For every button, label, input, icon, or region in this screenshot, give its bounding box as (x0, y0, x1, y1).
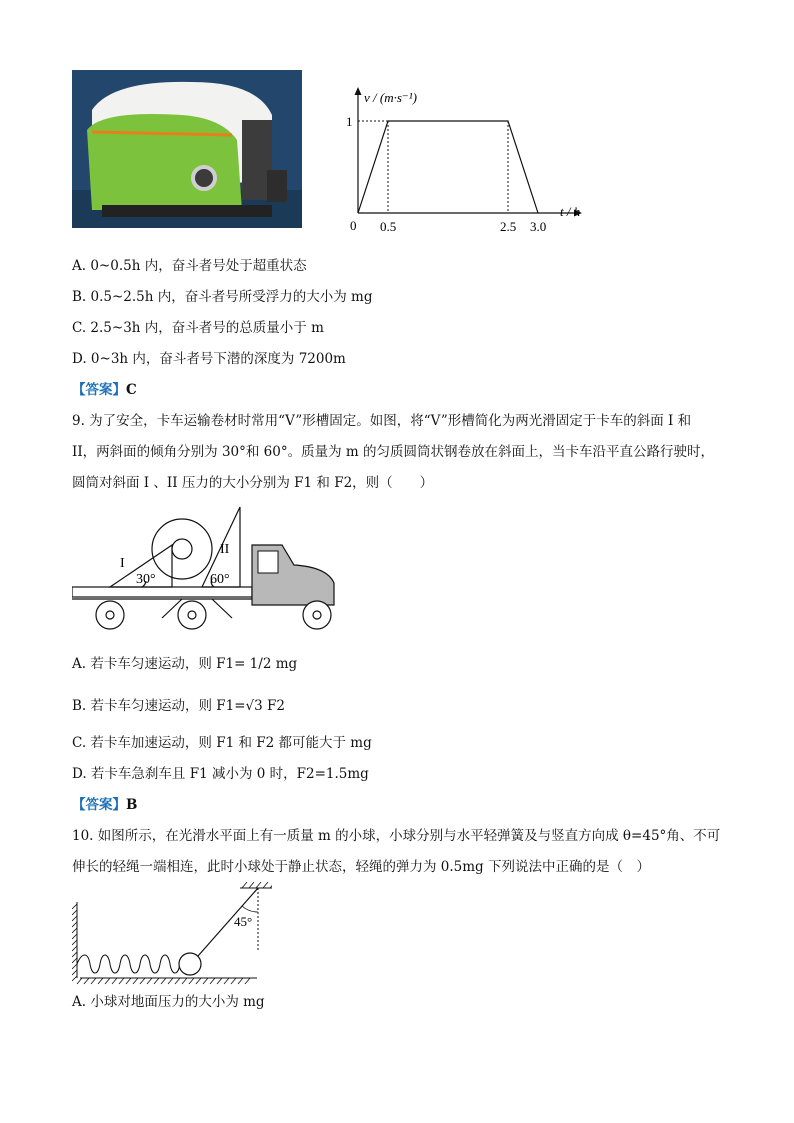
truck-figure (72, 505, 347, 635)
q8-option-a: A. 0~0.5h 内，奋斗者号处于超重状态 (72, 258, 307, 274)
floor-hatch (112, 978, 117, 984)
x-axis-label: t / h (560, 204, 581, 219)
wall-hatch (72, 916, 77, 921)
wall-hatch (72, 928, 77, 933)
answer-value: B (126, 797, 138, 813)
floor-hatch (161, 978, 166, 984)
spring-ball-figure (72, 882, 272, 987)
ceiling-hatch (249, 882, 254, 888)
floor-hatch (147, 978, 152, 984)
steel-coil-outer (152, 519, 212, 579)
wall-hatch (72, 904, 77, 909)
q9-stem-line-2: II，两斜面的倾角分别为 30°和 60°。质量为 m 的匀质圆筒状钢卷放在斜面上，当卡车沿平直公路行驶时， (72, 444, 714, 460)
wall-hatch (72, 922, 77, 927)
angle-30-label: 30° (136, 572, 156, 587)
floor-hatch (224, 978, 229, 984)
floor-hatch (175, 978, 180, 984)
wall-hatch (72, 970, 77, 975)
q9-option-c: C. 若卡车加速运动，则 F1 和 F2 都可能大于 mg (72, 735, 372, 751)
wall-hatch (72, 946, 77, 951)
floor-hatch (217, 978, 222, 984)
floor-hatch (189, 978, 194, 984)
answer-label: 【答案】 (72, 797, 126, 813)
q9-stem-line-1: 9. 为了安全，卡车运输卷材时常用“V”形槽固定。如图，将“V”形槽简化为两光滑固定于卡车的斜面 I 和 (72, 413, 692, 429)
floor-hatch (182, 978, 187, 984)
floor-hatch (105, 978, 110, 984)
floor-hatch (91, 978, 96, 984)
floor-hatch (140, 978, 145, 984)
y-axis-label: v / (m·s⁻¹) (364, 90, 417, 105)
q9-option-b: B. 若卡车匀速运动，则 F1=√3 F2 (72, 698, 286, 714)
q10-option-a: A. 小球对地面压力的大小为 mg (72, 994, 265, 1010)
floor-hatch (119, 978, 124, 984)
angle-45-label: 45° (234, 914, 253, 929)
x-tick-1: 2.5 (500, 219, 517, 234)
spring (77, 955, 180, 973)
floor-hatch (238, 978, 243, 984)
floor-hatch (231, 978, 236, 984)
ceiling-hatch (263, 882, 268, 888)
q8-option-c: C. 2.5~3h 内，奋斗者号的总质量小于 m (72, 320, 324, 336)
angle-60-label: 60° (210, 572, 230, 587)
floor-hatch (196, 978, 201, 984)
q8-option-b: B. 0.5~2.5h 内，奋斗者号所受浮力的大小为 mg (72, 289, 373, 305)
q8-option-d: D. 0~3h 内，奋斗者号下潜的深度为 7200m (72, 351, 346, 367)
floor-hatch (203, 978, 208, 984)
floor-hatch (126, 978, 131, 984)
wall-hatch (72, 964, 77, 969)
floor-hatch (98, 978, 103, 984)
q9-option-d: D. 若卡车急刹车且 F1 减小为 0 时，F2=1.5mg (72, 766, 369, 782)
ceiling-hatch (270, 882, 272, 888)
floor-hatch (245, 978, 250, 984)
floor-hatch (210, 978, 215, 984)
floor-hatch (133, 978, 138, 984)
x-tick-2: 3.0 (530, 219, 547, 234)
ceiling-hatch (242, 882, 247, 888)
submersible-photo (72, 70, 302, 228)
y-axis-arrow (355, 87, 362, 95)
y-tick-1: 1 (346, 114, 353, 129)
origin-label: 0 (350, 218, 357, 233)
floor-hatch (168, 978, 173, 984)
truck-window (258, 551, 278, 573)
q9-stem-line-3: 圆筒对斜面 I 、II 压力的大小分别为 F1 和 F2，则（ ） (72, 475, 434, 491)
floor-hatch (84, 978, 89, 984)
velocity-line (358, 121, 538, 213)
graph-axes (355, 87, 583, 217)
velocity-time-graph (330, 82, 590, 237)
x-tick-0: 0.5 (380, 219, 397, 234)
q9-option-a: A. 若卡车匀速运动，则 F1= 1/2 mg (72, 656, 298, 672)
wall-hatch (72, 976, 77, 981)
steel-coil-inner (172, 539, 192, 559)
wall-hatch (72, 934, 77, 939)
q10-stem-line-1: 10. 如图所示，在光滑水平面上有一质量 m 的小球，小球分别与水平轻弹簧及与竖直方向成 θ=45°角、不可 (72, 828, 721, 844)
q10-stem-line-2: 伸长的轻绳一端相连，此时小球处于静止状态，轻绳的弹力为 0.5mg 下列说法中正确的是（ ） (72, 859, 650, 875)
floor-hatch (77, 978, 82, 984)
wall-hatch (72, 952, 77, 957)
ceiling-hatch (256, 882, 261, 888)
wall-hatch (72, 958, 77, 963)
wall-hatch (72, 910, 77, 915)
q8-answer (72, 380, 137, 400)
slope-2-label: II (220, 542, 230, 557)
answer-label: 【答案】 (72, 382, 126, 398)
ball (179, 953, 201, 975)
truck-bed (72, 587, 252, 597)
graph-guides (358, 121, 508, 213)
floor-hatch (154, 978, 159, 984)
slope-1-label: I (120, 556, 125, 571)
wall-hatch (72, 940, 77, 945)
q9-answer (72, 795, 137, 815)
answer-value: C (126, 382, 137, 398)
